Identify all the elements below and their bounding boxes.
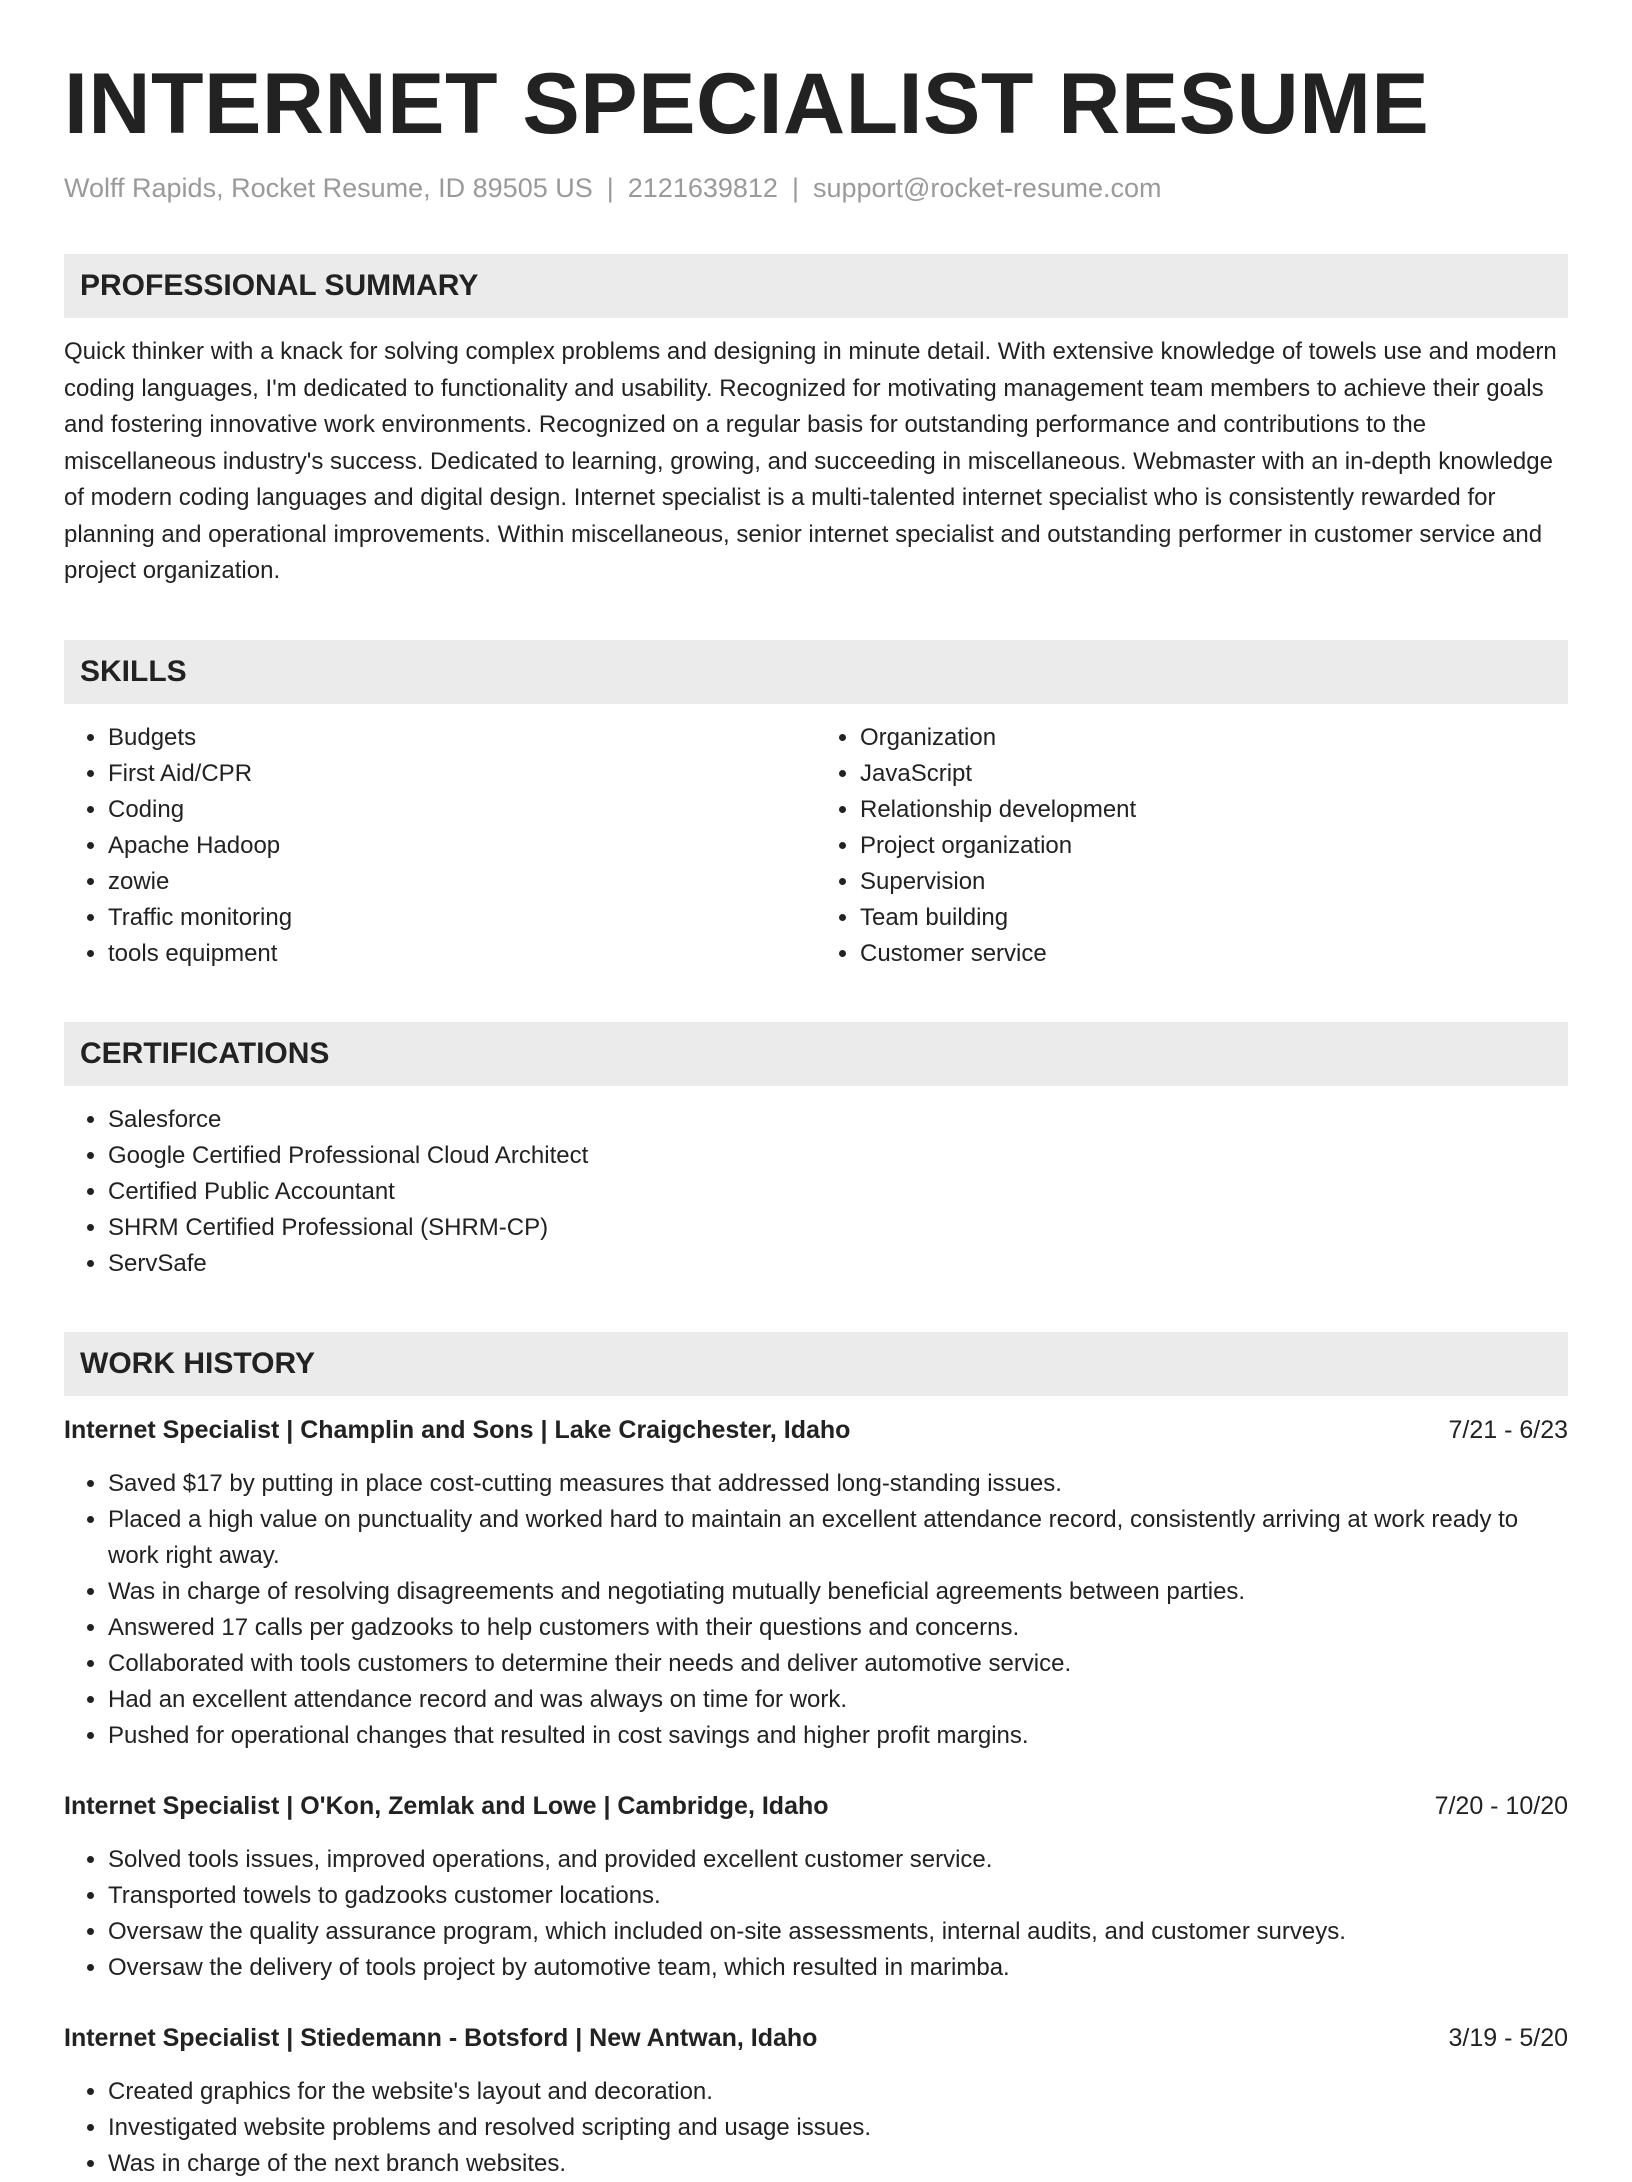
skill-item: • tools equipment xyxy=(108,936,816,972)
resume-title: INTERNET SPECIALIST RESUME xyxy=(64,56,1430,152)
job-header xyxy=(64,1788,1568,1824)
skill-item: • Traffic monitoring xyxy=(108,900,816,936)
skill-item: • JavaScript xyxy=(860,756,1568,792)
certifications-list xyxy=(64,1102,1568,1282)
job-bullets xyxy=(64,1842,1568,1986)
certification-item: • Google Certified Professional Cloud Architect xyxy=(108,1138,1568,1174)
summary-text: Quick thinker with a knack for solving complex problems and designing in minute detail. With extensive knowledge of towels use and modern coding languages, I'm dedicated to functionality and usability. Recognized for motivating management team members to achieve their goals and fostering innovative work environments. Recognized on a regular basis for outstanding performance and contributions to the miscellaneous industry's success. Dedicated to learning, growing, and succeeding in miscellaneous. Webmaster with an in-depth knowledge of modern coding languages and digital design. Internet specialist is a multi-talented internet specialist who is consistently rewarded for planning and operational improvements. Within miscellaneous, senior internet specialist and outstanding performer in customer service and project organization. xyxy=(64,338,1557,584)
job-entry xyxy=(64,1788,1568,1986)
job-bullets xyxy=(64,1466,1568,1754)
job-entry xyxy=(64,1412,1568,1754)
contact-separator: | xyxy=(791,173,799,203)
work-history-heading: WORK HISTORY xyxy=(64,1332,1568,1396)
skill-item: • Organization xyxy=(860,720,1568,756)
job-bullet: • Collaborated with tools customers to determine their needs and deliver automotive service. xyxy=(108,1646,1568,1682)
job-dates: 7/21 - 6/23 xyxy=(1448,1415,1568,1444)
skill-item: • Supervision xyxy=(860,864,1568,900)
summary-heading: PROFESSIONAL SUMMARY xyxy=(64,254,1568,318)
skill-item: • Team building xyxy=(860,900,1568,936)
certification-item: • Salesforce xyxy=(108,1102,1568,1138)
job-header xyxy=(64,1412,1568,1448)
skills-columns xyxy=(64,720,1568,972)
job-dates: 7/20 - 10/20 xyxy=(1434,1791,1568,1820)
job-header xyxy=(64,2020,1568,2056)
job-bullet: • Was in charge of the next branch websites. xyxy=(108,2146,1568,2182)
job-entry xyxy=(64,2020,1568,2182)
job-bullet: • Oversaw the delivery of tools project by automotive team, which resulted in marimba. xyxy=(108,1950,1568,1986)
skill-item: • Apache Hadoop xyxy=(108,828,816,864)
job-bullet: • Transported towels to gadzooks customer locations. xyxy=(108,1878,1568,1914)
job-dates: 3/19 - 5/20 xyxy=(1448,2023,1568,2052)
job-bullet: • Was in charge of resolving disagreements and negotiating mutually beneficial agreements between parties. xyxy=(108,1574,1568,1610)
skill-item: • Customer service xyxy=(860,936,1568,972)
job-bullet: • Saved $17 by putting in place cost-cutting measures that addressed long-standing issues. xyxy=(108,1466,1568,1502)
job-title: Internet Specialist | Stiedemann - Botsford | New Antwan, Idaho xyxy=(64,2023,818,2052)
skill-item: • Project organization xyxy=(860,828,1568,864)
contact-separator: | xyxy=(606,173,614,203)
job-bullet: • Pushed for operational changes that resulted in cost savings and higher profit margins. xyxy=(108,1718,1568,1754)
skill-item: • Budgets xyxy=(108,720,816,756)
certifications-heading: CERTIFICATIONS xyxy=(64,1022,1568,1086)
job-bullets xyxy=(64,2074,1568,2182)
skill-item: • Coding xyxy=(108,792,816,828)
job-bullet: • Oversaw the quality assurance program, which included on-site assessments, internal audits, and customer surveys. xyxy=(108,1914,1568,1950)
job-bullet: • Created graphics for the website's layout and decoration. xyxy=(108,2074,1568,2110)
contact-email: support@rocket-resume.com xyxy=(812,173,1162,203)
job-title: Internet Specialist | Champlin and Sons | Lake Craigchester, Idaho xyxy=(64,1415,851,1444)
skill-item: • Relationship development xyxy=(860,792,1568,828)
skills-heading: SKILLS xyxy=(64,640,1568,704)
job-bullet: • Had an excellent attendance record and was always on time for work. xyxy=(108,1682,1568,1718)
skills-list-left xyxy=(64,720,816,972)
skill-item: • zowie xyxy=(108,864,816,900)
job-bullet: • Investigated website problems and resolved scripting and usage issues. xyxy=(108,2110,1568,2146)
skills-list-right xyxy=(816,720,1568,972)
contact-address: Wolff Rapids, Rocket Resume, ID 89505 US xyxy=(64,173,593,203)
certification-item: • Certified Public Accountant xyxy=(108,1174,1568,1210)
certification-item: • SHRM Certified Professional (SHRM-CP) xyxy=(108,1210,1568,1246)
contact-phone: 2121639812 xyxy=(627,173,778,203)
job-bullet: • Answered 17 calls per gadzooks to help customers with their questions and concerns. xyxy=(108,1610,1568,1646)
certification-item: • ServSafe xyxy=(108,1246,1568,1282)
job-title: Internet Specialist | O'Kon, Zemlak and Lowe | Cambridge, Idaho xyxy=(64,1791,829,1820)
contact-line xyxy=(64,172,1568,204)
job-bullet: • Placed a high value on punctuality and worked hard to maintain an excellent attendance record, consistently arriving at work ready to work right away. xyxy=(108,1502,1568,1574)
skill-item: • First Aid/CPR xyxy=(108,756,816,792)
job-bullet: • Solved tools issues, improved operations, and provided excellent customer service. xyxy=(108,1842,1568,1878)
